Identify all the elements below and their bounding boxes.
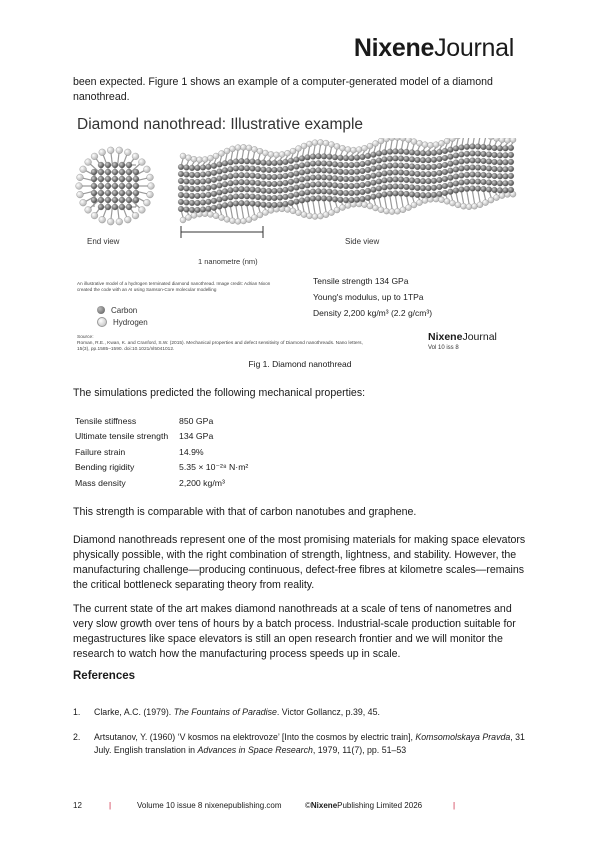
footer-copyright: ©NixenePublishing Limited 2026	[305, 801, 423, 810]
scale-bar	[181, 226, 263, 238]
side-view-label: Side view	[345, 237, 380, 246]
simulations-intro: The simulations predicted the following mechanical properties:	[73, 387, 366, 399]
figure-properties	[313, 273, 432, 321]
intro-paragraph: been expected. Figure 1 shows an example of a computer-generated model of a diamond nanothread.	[73, 76, 493, 103]
table-row: Tensile stiffness 850 GPa	[75, 415, 214, 426]
figure-property: Density 2,200 kg/m³ (2.2 g/cm³)	[313, 308, 433, 318]
scale-bar-label: 1 nanometre (nm)	[198, 257, 258, 266]
end-view-label: End view	[87, 237, 120, 246]
page-number: 12	[73, 801, 82, 810]
journal-masthead: NixeneJournal	[353, 34, 514, 62]
table-row: Ultimate tensile strength 134 GPa	[75, 431, 214, 442]
reference-item: 2. Artsutanov, Y. (1960) ‘V kosmos na elektrovoze’ [Into the cosmos by electric train], Komsomolskaya Pravda, 31 July. English translation in Advances in Space Research, 1979, 11(7), pp. 51–53	[73, 732, 525, 755]
legend	[97, 304, 148, 328]
footer-separator: |	[453, 801, 456, 810]
reference-item: 1. Clarke, A.C. (1979). The Fountains of Paradise. Victor Gollancz, p.39, 45.	[73, 707, 380, 717]
properties-table	[75, 413, 248, 491]
figure-caption: Fig 1. Diamond nanothread	[248, 359, 352, 369]
footer-separator: |	[109, 801, 112, 810]
table-row: Failure strain 14.9%	[75, 446, 204, 457]
legend-item-hydrogen: Hydrogen	[97, 316, 148, 328]
figure-property: Young's modulus, up to 1TPa	[313, 292, 424, 302]
paragraph: The current state of the art makes diamond nanothreads at a scale of tens of nanometres and very slow growth over tens of hours by a batch process. Industrial-scale production suitable for megastructures like space elevators is still an open research frontier and we will monitor the research to watch how the manufacturing process speeds up in scale.	[73, 603, 516, 660]
figure-property: Tensile strength 134 GPa	[313, 276, 409, 286]
figure-source: Source: Roman, R.E., Kwan, K. and Cranford, S.W. (2015). Mechanical properties and defect sensitivity of Diamond nanothreads. Nano letters, 15(3), pp.1585–1590. doi:10.1021/nl5041012.	[77, 335, 363, 352]
carbon-atom-icon	[97, 306, 105, 314]
image-credit: An illustrative model of a hydrogen terminated diamond nanothread. Image credit: Adrian Nixon created the code with an AI using Samson-Core molecular modelling	[77, 281, 271, 292]
hydrogen-atom-icon	[97, 317, 107, 327]
table-row: Bending rigidity 5.35 × 10⁻²⁸ N·m²	[75, 461, 249, 473]
nanothread-illustration	[73, 138, 531, 258]
figure-brand: NixeneJournal	[428, 331, 497, 343]
figure-1	[73, 112, 531, 370]
figure-title: Diamond nanothread: Illustrative example	[77, 116, 364, 133]
paragraph: This strength is comparable with that of carbon nanotubes and graphene.	[73, 506, 417, 518]
figure-volume: Vol 10 iss 8	[428, 345, 459, 351]
footer-issue: Volume 10 issue 8 nixenepublishing.com	[137, 801, 282, 810]
paragraph: Diamond nanothreads represent one of the most promising materials for making space elevators physically possible, with the right combination of strength, lightness, and stability. However, the manufacturing challenge—producing continuous, defect-free fibres at kilometre scales—remains the critical bottleneck separating theory from reality.	[73, 534, 526, 591]
legend-item-carbon: Carbon	[97, 304, 148, 316]
table-row: Mass density 2,200 kg/m³	[75, 477, 225, 488]
side-view-model	[178, 138, 516, 224]
end-view-model	[76, 147, 155, 225]
references-heading: References	[73, 670, 136, 682]
